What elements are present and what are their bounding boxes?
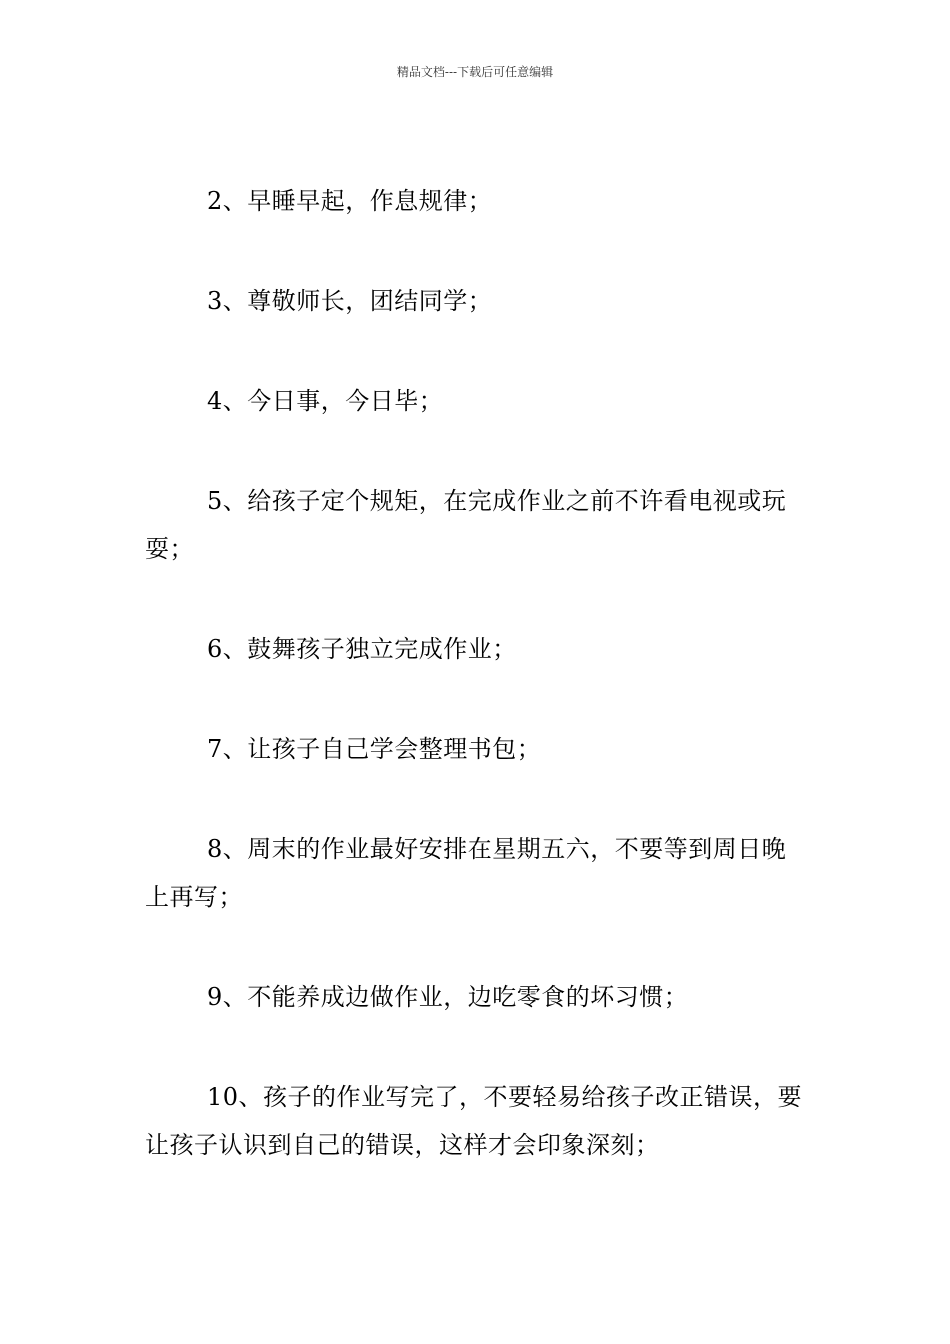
list-item-6: 6、鼓舞孩子独立完成作业； <box>207 635 517 663</box>
list-item-7: 7、让孩子自己学会整理书包； <box>207 735 542 763</box>
list-item-8: 8、周末的作业最好安排在星期五六，不要等到周日晚上再写； <box>145 835 787 911</box>
list-item-2: 2、早睡早起，作息规律； <box>207 187 493 215</box>
list-item-10: 10、孩子的作业写完了，不要轻易给孩子改正错误，要让孩子认识到自己的错误，这样才会印象深刻； <box>145 1083 803 1159</box>
list-item-5: 5、给孩子定个规矩，在完成作业之前不许看电视或玩耍； <box>145 487 787 563</box>
page-header: 精品文档---下载后可任意编辑 <box>396 65 554 79</box>
list-item-3: 3、尊敬师长，团结同学； <box>207 287 493 315</box>
document-body <box>145 177 810 1169</box>
list-item-9: 9、不能养成边做作业，边吃零食的坏习惯； <box>207 983 689 1011</box>
list-item-4: 4、今日事，今日毕； <box>207 387 444 415</box>
